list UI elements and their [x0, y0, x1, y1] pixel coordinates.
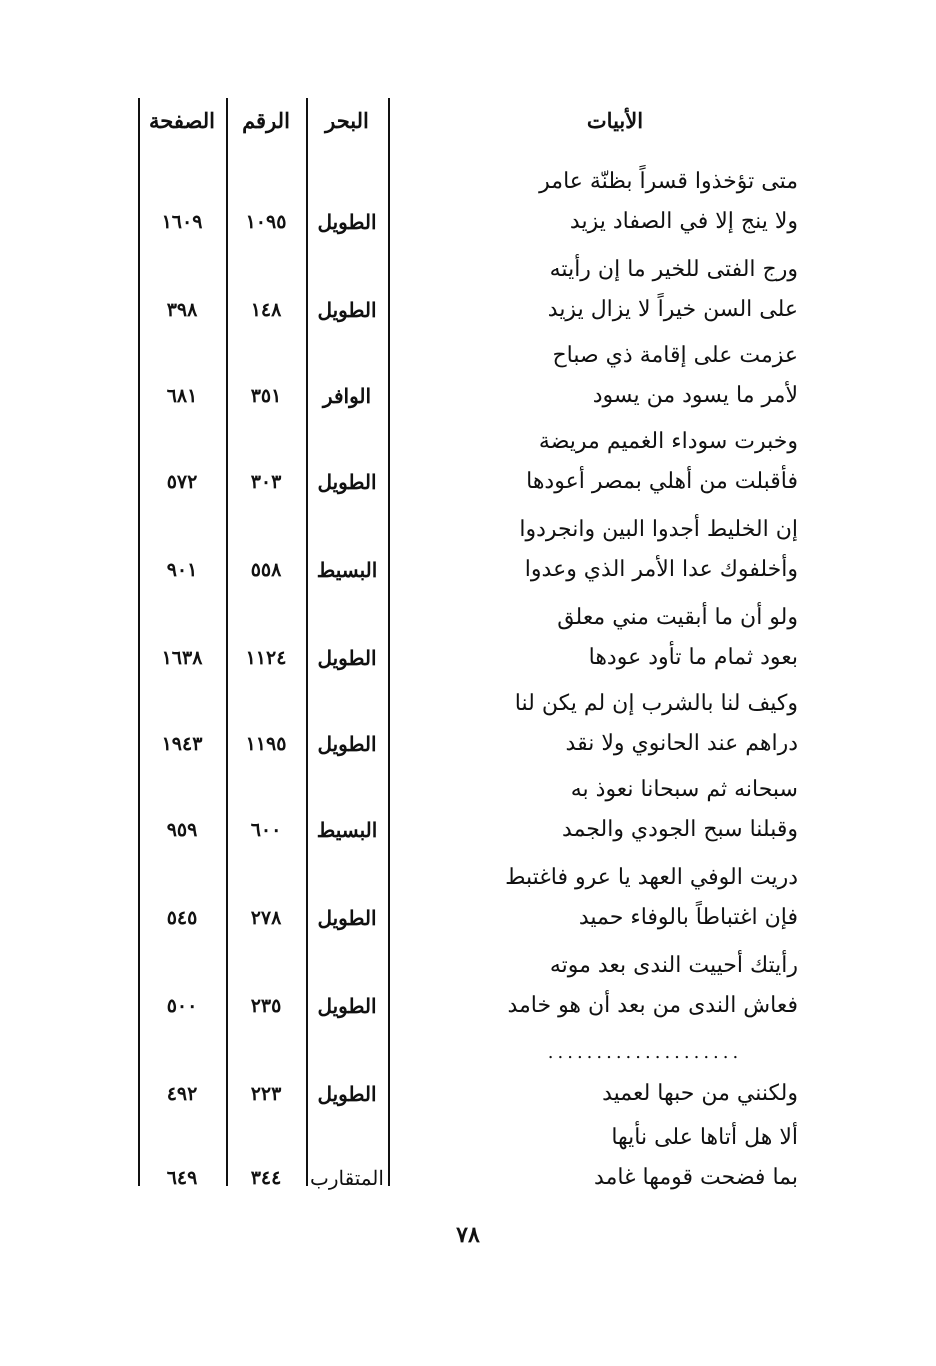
- number-cell: ٣٤٤: [250, 1167, 282, 1189]
- number-cell: ١٠٩٥: [245, 211, 287, 233]
- number-cell: ٢٣٥: [250, 995, 282, 1017]
- page-cell: ٤٩٢: [166, 1083, 198, 1105]
- meter-cell: المتقارب: [310, 1166, 384, 1190]
- page-cell: ١٩٤٣: [161, 733, 203, 755]
- verse-first-hemistich: وكيف لنا بالشرب إن لم يكن لنا: [514, 691, 798, 716]
- table-row: [0, 1034, 936, 1114]
- verse-second-hemistich: فعاش الندى من بعد أن هو خامد: [507, 993, 798, 1018]
- table-row: [0, 422, 936, 502]
- page-cell: ٥٤٥: [166, 907, 198, 929]
- table-row: [0, 946, 936, 1026]
- meter-cell: البسيط: [316, 558, 378, 582]
- page-cell: ١٦٠٩: [161, 211, 203, 233]
- verse-second-hemistich: وقبلنا سبح الجودي والجمد: [562, 817, 798, 842]
- verse-second-hemistich: ولا ينج إلا في الصفاد يزيد: [569, 209, 798, 234]
- verse-first-hemistich: سبحانه ثم سبحانا نعوذ به: [570, 777, 798, 802]
- verse-first-hemistich: ألا هل أتاها على نأيها: [611, 1125, 798, 1150]
- number-cell: ٢٧٨: [250, 907, 282, 929]
- header-page: الصفحة: [149, 108, 215, 133]
- table-row: [0, 770, 936, 850]
- table-row: [0, 336, 936, 416]
- page-cell: ٩٥٩: [166, 819, 198, 841]
- verse-first-hemistich: دريت الوفي العهد يا عرو فاغتبط: [505, 865, 798, 890]
- page-number: ٧٨: [456, 1222, 480, 1248]
- meter-cell: الطويل: [317, 298, 377, 322]
- meter-cell: الطويل: [317, 210, 377, 234]
- verse-second-hemistich: بما فضحت قومها غامد: [594, 1165, 798, 1190]
- meter-cell: الطويل: [317, 994, 377, 1018]
- verse-first-hemistich: رأيتك أحييت الندى بعد موته: [549, 953, 798, 978]
- page-cell: ٥٠٠: [166, 995, 198, 1017]
- verse-second-hemistich: دراهم عند الحانوي ولا نقد: [565, 731, 798, 756]
- page-cell: ٣٩٨: [166, 299, 198, 321]
- meter-cell: الطويل: [317, 906, 377, 930]
- verse-first-hemistich: ورج الفتى للخير ما إن رأيته: [549, 257, 798, 282]
- number-cell: ٥٥٨: [250, 559, 282, 581]
- header-meter: البحر: [325, 108, 369, 133]
- elided-hemistich: ....................: [547, 1042, 743, 1062]
- meter-cell: الطويل: [317, 732, 377, 756]
- verse-second-hemistich: وأخلفوك عدا الأمر الذي وعدوا: [524, 557, 798, 582]
- meter-cell: البسيط: [316, 818, 378, 842]
- meter-cell: الطويل: [317, 470, 377, 494]
- page-cell: ٥٧٢: [166, 471, 198, 493]
- table-row: [0, 858, 936, 938]
- page-cell: ٦٨١: [166, 385, 198, 407]
- verse-second-hemistich: لأمر ما يسود من يسود: [592, 383, 798, 408]
- number-cell: ٢٢٣: [250, 1083, 282, 1105]
- table-row: [0, 598, 936, 678]
- page-cell: ١٦٣٨: [161, 647, 203, 669]
- verse-second-hemistich: فأقبلت من أهلي بمصر أعودها: [526, 469, 798, 494]
- verse-first-hemistich: ولو أن ما أبقيت مني معلق: [557, 605, 798, 630]
- number-cell: ٣٠٣: [250, 471, 282, 493]
- number-cell: ١١٢٤: [245, 647, 287, 669]
- number-cell: ١٤٨: [250, 299, 282, 321]
- number-cell: ٦٠٠: [250, 819, 282, 841]
- verse-first-hemistich: وخبرت سوداء الغميم مريضة: [538, 429, 798, 454]
- verse-second-hemistich: بعود ثمام ما تأود عودها: [588, 645, 798, 670]
- verse-second-hemistich: ولكنني من حبها لعميد: [602, 1081, 798, 1106]
- table-row: [0, 162, 936, 242]
- page-cell: ٩٠١: [166, 559, 198, 581]
- table-row: [0, 250, 936, 330]
- table-row: [0, 510, 936, 590]
- meter-cell: الوافر: [322, 384, 372, 408]
- verse-first-hemistich: عزمت على إقامة ذي صباح: [552, 343, 798, 368]
- page-cell: ٦٤٩: [166, 1167, 198, 1189]
- verse-second-hemistich: على السن خيراً لا يزال يزيد: [547, 297, 798, 322]
- verse-first-hemistich: متى تؤخذوا قسراً بظنّة عامر: [539, 169, 798, 194]
- verse-second-hemistich: فإن اغتباطاً بالوفاء حميد: [578, 905, 798, 930]
- verse-first-hemistich: إن الخليط أجدوا البين وانجردوا: [519, 517, 798, 542]
- number-cell: ١١٩٥: [245, 733, 287, 755]
- number-cell: ٣٥١: [250, 385, 282, 407]
- meter-cell: الطويل: [317, 1082, 377, 1106]
- header-number: الرقم: [242, 108, 290, 133]
- table-row: [0, 684, 936, 764]
- table-row: [0, 1118, 936, 1198]
- meter-cell: الطويل: [317, 646, 377, 670]
- header-verses: الأبيات: [586, 108, 644, 133]
